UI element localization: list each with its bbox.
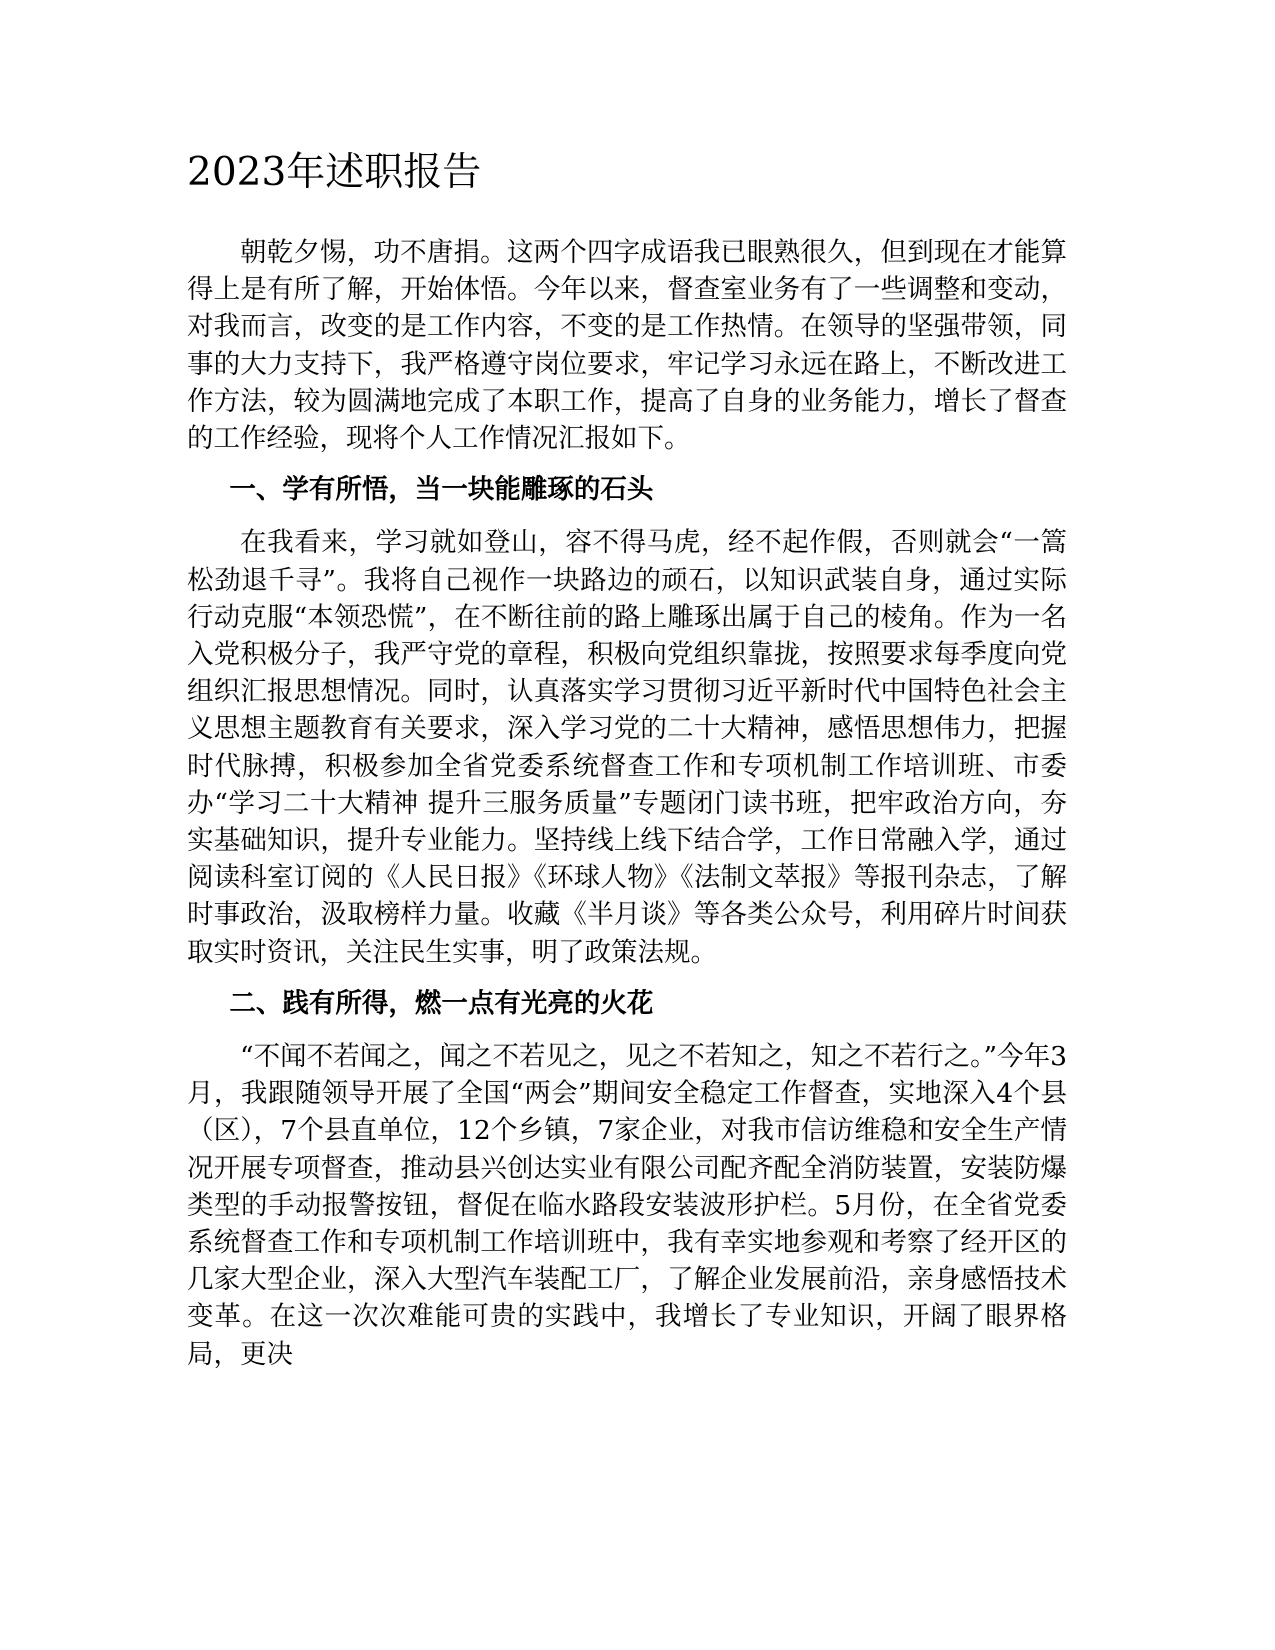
intro-paragraph: 朝乾夕惕，功不唐捐。这两个四字成语我已眼熟很久，但到现在才能算得上是有所了解，开始体悟。今年以来，督查室业务有了一些调整和变动，对我而言，改变的是工作内容，不变的是工作热情。在领导的坚强带领，同事的大力支持下，我严格遵守岗位要求，牢记学习永远在路上，不断改进工作方法，较为圆满地完成了本职工作，提高了自身的业务能力，增长了督查的工作经验，现将个人工作情况汇报如下。 [187,237,1067,455]
section-heading-1: 一、学有所悟，当一块能雕琢的石头 [229,474,654,506]
document-body [187,148,1067,1373]
document-title: 2023年述职报告 [187,150,482,195]
section-heading-2: 二、践有所得，燃一点有光亮的火花 [229,987,654,1019]
section-body-2: “不闻不若闻之，闻之不若见之，见之不若知之，知之不若行之。”今年3月，我跟随领导开展了全国“两会”期间安全稳定工作督查，实地深入4个县（区），7个县直单位，12个乡镇，7家企业，对我市信访维稳和安全生产情况开展专项督查，推动县兴创达实业有限公司配齐配全消防装置，安装防爆类型的手动报警按钮，督促在临水路段安装波形护栏。5月份，在全省党委系统督查工作和专项机制工作培训班中，我有幸实地参观和考察了经开区的几家大型企业，深入大型汽车装配工厂，了解企业发展前沿，亲身感悟技术变革。在这一次次难能可贵的实践中，我增长了专业知识，开阔了眼界格局，更决 [187,1041,1067,1370]
section-body-1: 在我看来，学习就如登山，容不得马虎，经不起作假，否则就会“一篙松劲退千寻”。我将自己视作一块路边的顽石，以知识武装自身，通过实际行动克服“本领恐慌”，在不断往前的路上雕琢出属于自己的棱角。作为一名入党积极分子，我严守党的章程，积极向党组织靠拢，按照要求每季度向党组织汇报思想情况。同时，认真落实学习贯彻习近平新时代中国特色社会主义思想主题教育有关要求，深入学习党的二十大精神，感悟思想伟力，把握时代脉搏，积极参加全省党委系统督查工作和专项机制工作培训班、市委办“学习二十大精神 提升三服务质量”专题闭门读书班，把牢政治方向，夯实基础知识，提升专业能力。坚持线上线下结合学，工作日常融入学，通过阅读科室订阅的《人民日报》《环球人物》《法制文萃报》等报刊杂志，了解时事政治，汲取榜样力量。收藏《半月谈》等各类公众号，利用碎片时间获取实时资讯，关注民生实事，明了政策法规。 [187,527,1067,968]
